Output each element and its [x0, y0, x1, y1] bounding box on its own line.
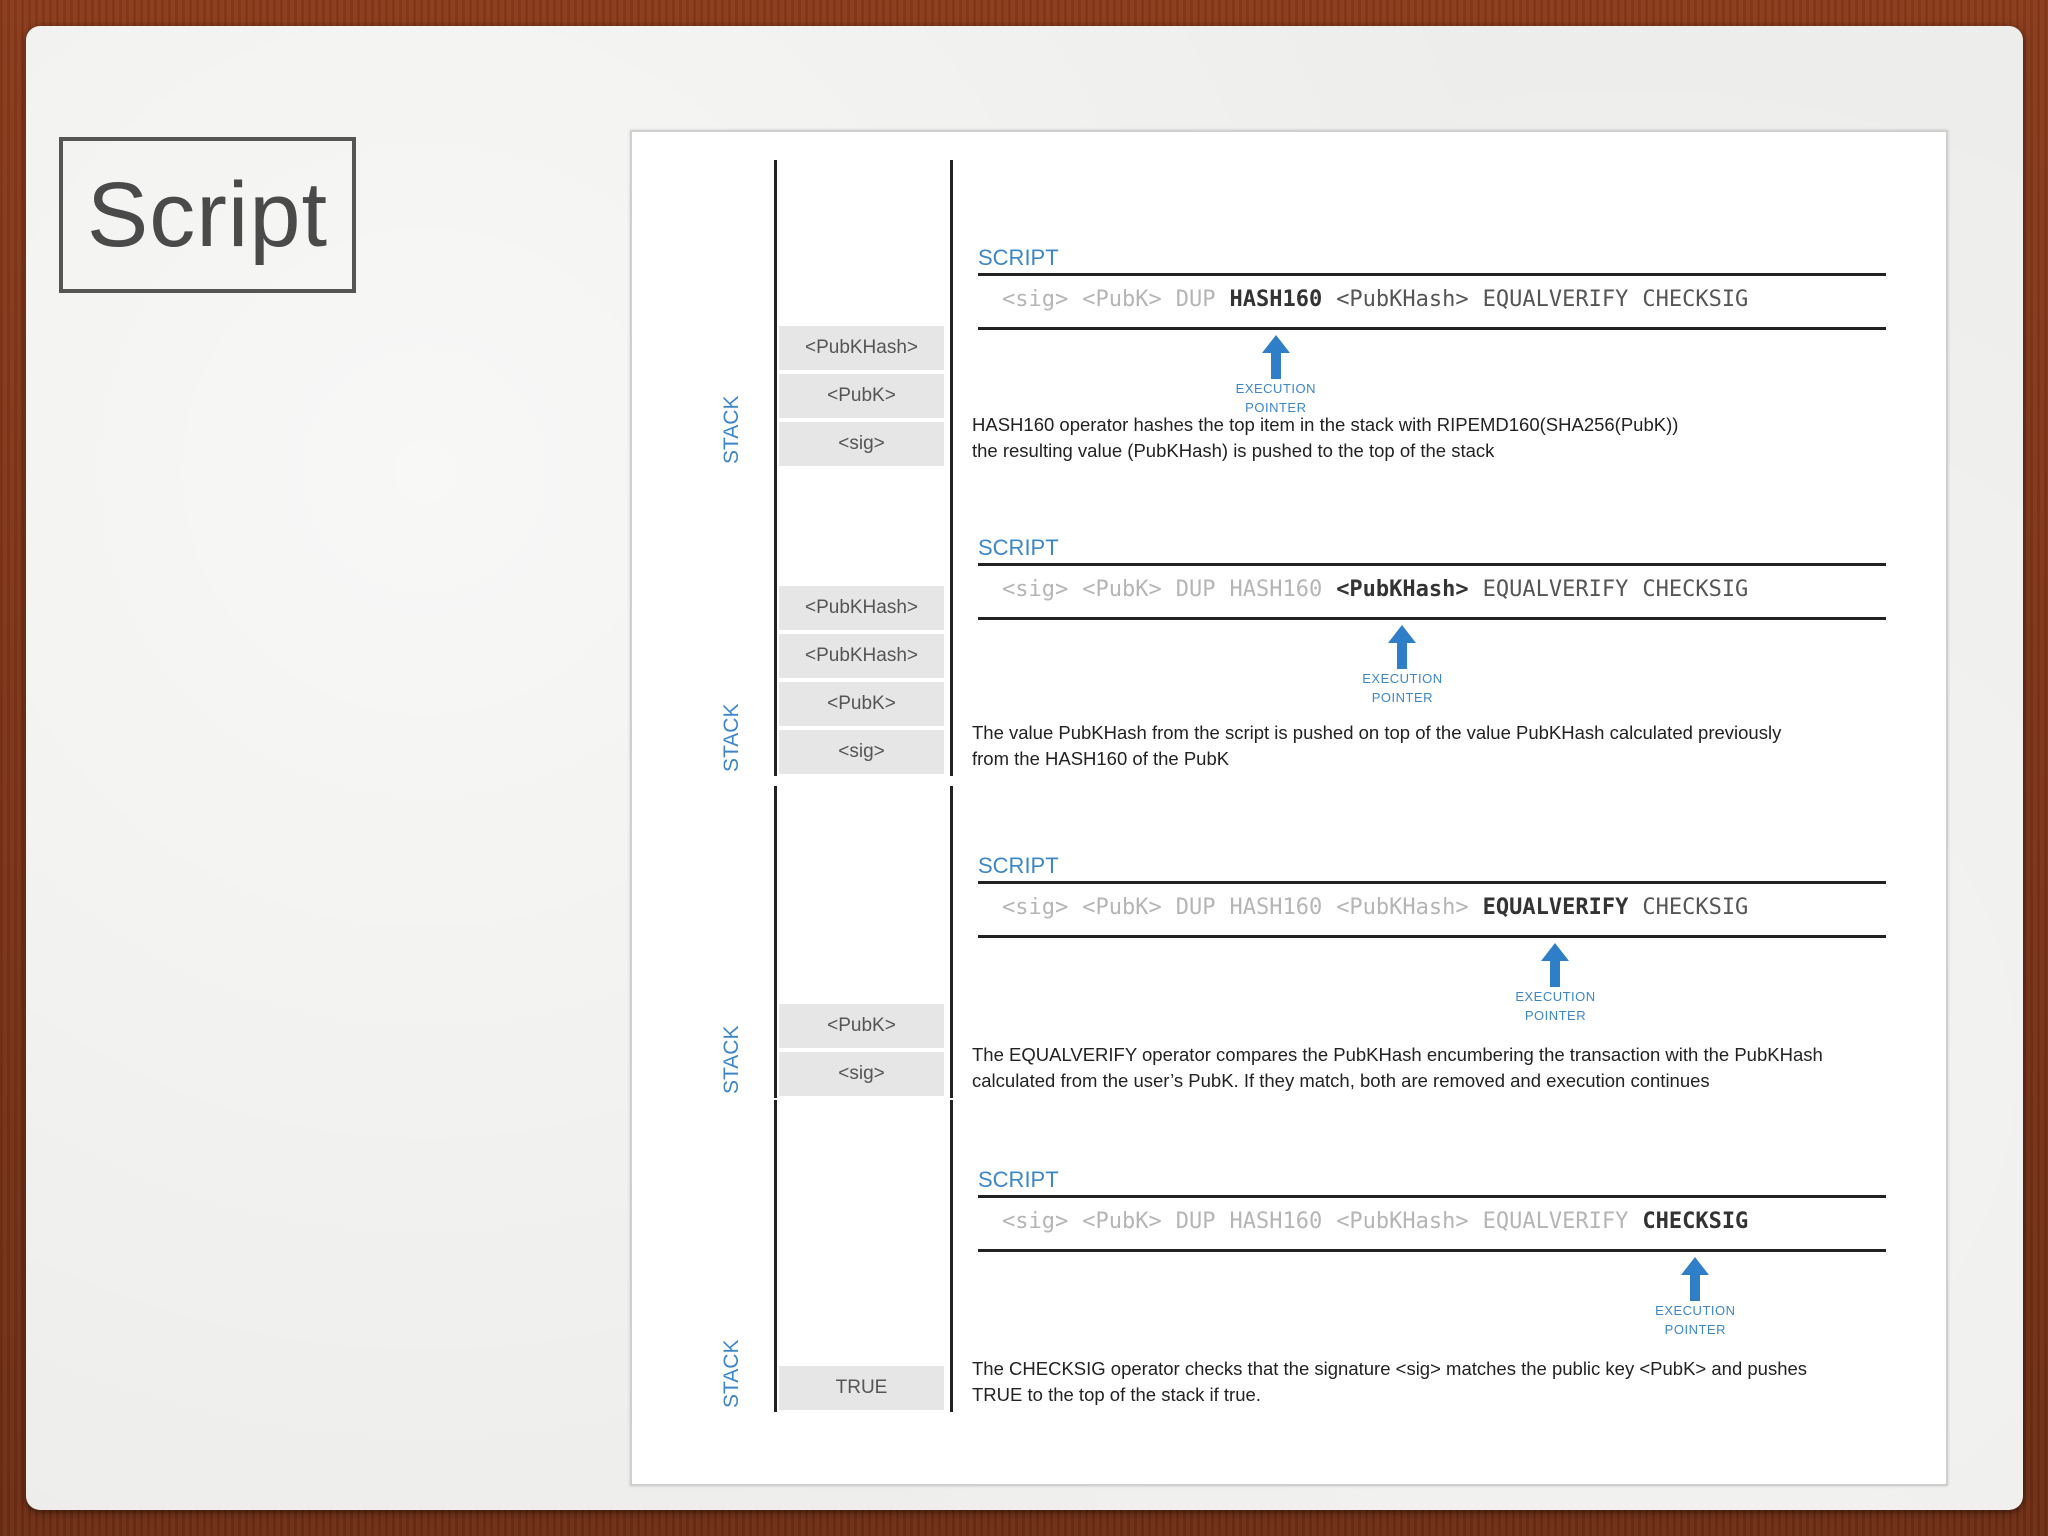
step-description-line: The EQUALVERIFY operator compares the PubKHash encumbering the transaction with the PubKHash: [972, 1044, 1823, 1065]
script-token: <PubK>: [1082, 287, 1162, 312]
slide: [26, 26, 2023, 1510]
script-token: EQUALVERIFY: [1482, 1209, 1629, 1234]
script-top-rule: [978, 563, 1886, 566]
up-arrow-icon: [1262, 335, 1290, 379]
execution-pointer-label: POINTER: [1245, 400, 1307, 415]
script-bottom-rule: [978, 617, 1886, 620]
step-description: [972, 412, 1678, 464]
script-token: HASH160: [1229, 577, 1323, 602]
script-top-rule: [978, 273, 1886, 276]
script-token: <PubKHash>: [1336, 1209, 1469, 1234]
script-token: <PubKHash>: [1336, 895, 1469, 920]
script-token: DUP: [1175, 577, 1216, 602]
script-token: DUP: [1175, 895, 1216, 920]
step-description-line: The value PubKHash from the script is pushed on top of the value PubKHash calculated previously: [972, 722, 1782, 743]
script-token: <sig>: [1002, 577, 1069, 602]
script-tokens: [1002, 287, 1762, 312]
stack-item: <PubKHash>: [779, 634, 944, 678]
script-token: <sig>: [1002, 895, 1069, 920]
execution-pointer-label: EXECUTION: [1655, 1303, 1736, 1318]
script-title: SCRIPT: [978, 1167, 1059, 1192]
script-token: <PubK>: [1082, 895, 1162, 920]
script-title: SCRIPT: [978, 853, 1059, 878]
stack-item: <PubK>: [779, 1004, 944, 1048]
step-description-line: HASH160 operator hashes the top item in the stack with RIPEMD160(SHA256(PubK)): [972, 414, 1679, 435]
stack-left-rule: [774, 786, 777, 1098]
step-description-line: from the HASH160 of the PubK: [972, 748, 1230, 769]
stack-item: <PubK>: [779, 682, 944, 726]
up-arrow-icon: [1681, 1257, 1709, 1301]
script-token: CHECKSIG: [1642, 895, 1749, 920]
script-token: HASH160: [1229, 895, 1323, 920]
stack-item: <sig>: [779, 1052, 944, 1096]
stack-left-rule: [774, 160, 777, 468]
execution-pointer: [1505, 943, 1605, 1025]
stack-right-rule: [950, 786, 953, 1098]
execution-pointer-label: EXECUTION: [1515, 989, 1596, 1004]
stack-item: TRUE: [779, 1366, 944, 1410]
script-tokens: [1002, 895, 1762, 920]
stack-left-rule: [774, 1100, 777, 1412]
script-top-rule: [978, 1195, 1886, 1198]
stack-label: STACK: [720, 703, 743, 772]
stack-right-rule: [950, 468, 953, 776]
script-token: EQUALVERIFY: [1482, 287, 1629, 312]
slide-title-box: [59, 137, 356, 293]
script-bottom-rule: [978, 935, 1886, 938]
script-token: <PubK>: [1082, 577, 1162, 602]
execution-step-panel: [632, 468, 1950, 796]
script-tokens: [1002, 1209, 1762, 1234]
execution-pointer: [1226, 335, 1326, 417]
execution-step-panel: [632, 160, 1950, 488]
script-token: CHECKSIG: [1642, 1209, 1749, 1234]
script-token: EQUALVERIFY: [1482, 895, 1629, 920]
script-title: SCRIPT: [978, 535, 1059, 560]
stack-left-rule: [774, 468, 777, 776]
step-description-line: TRUE to the top of the stack if true.: [972, 1384, 1261, 1405]
script-token: CHECKSIG: [1642, 577, 1749, 602]
script-bottom-rule: [978, 327, 1886, 330]
stack-label: STACK: [720, 395, 743, 464]
step-description: [972, 1042, 1823, 1094]
script-token: <sig>: [1002, 287, 1069, 312]
step-description-line: The CHECKSIG operator checks that the signature <sig> matches the public key <PubK> and pushes: [972, 1358, 1808, 1379]
step-description-line: calculated from the user’s PubK. If they match, both are removed and execution continues: [972, 1070, 1710, 1091]
execution-pointer-label: POINTER: [1371, 690, 1434, 705]
stack-label: STACK: [720, 1025, 743, 1094]
script-bottom-rule: [978, 1249, 1886, 1252]
stack-right-rule: [950, 1100, 953, 1412]
script-token: HASH160: [1229, 1209, 1323, 1234]
stack-right-rule: [950, 160, 953, 468]
script-execution-figure: [630, 130, 1948, 1486]
up-arrow-icon: [1388, 625, 1416, 669]
execution-pointer: [1645, 1257, 1745, 1339]
script-title: SCRIPT: [978, 245, 1059, 270]
slide-title: Script: [86, 163, 329, 266]
script-token: DUP: [1175, 287, 1216, 312]
stack-item: <PubK>: [779, 374, 944, 418]
script-token: <sig>: [1002, 1209, 1069, 1234]
script-top-rule: [978, 881, 1886, 884]
script-token: EQUALVERIFY: [1482, 577, 1629, 602]
step-description: [972, 1356, 1807, 1408]
script-token: <PubKHash>: [1336, 577, 1469, 602]
stack-item: <sig>: [779, 422, 944, 466]
stack-item: <sig>: [779, 730, 944, 774]
execution-pointer-label: EXECUTION: [1362, 671, 1443, 686]
step-description: [972, 720, 1781, 772]
script-tokens: [1002, 577, 1762, 602]
script-token: <PubKHash>: [1336, 287, 1469, 312]
script-token: <PubK>: [1082, 1209, 1162, 1234]
execution-step-panel: [632, 786, 1950, 1118]
step-description-line: the resulting value (PubKHash) is pushed to the top of the stack: [972, 440, 1495, 461]
script-token: CHECKSIG: [1642, 287, 1749, 312]
execution-pointer-label: POINTER: [1524, 1008, 1587, 1023]
stack-label: STACK: [720, 1339, 743, 1408]
execution-pointer-label: EXECUTION: [1235, 381, 1316, 396]
script-token: DUP: [1175, 1209, 1216, 1234]
execution-pointer: [1352, 625, 1452, 707]
script-token: HASH160: [1229, 287, 1323, 312]
up-arrow-icon: [1541, 943, 1569, 987]
stack-item: <PubKHash>: [779, 326, 944, 370]
stack-item: <PubKHash>: [779, 586, 944, 630]
execution-step-panel: [632, 1100, 1950, 1432]
execution-pointer-label: POINTER: [1664, 1322, 1726, 1337]
